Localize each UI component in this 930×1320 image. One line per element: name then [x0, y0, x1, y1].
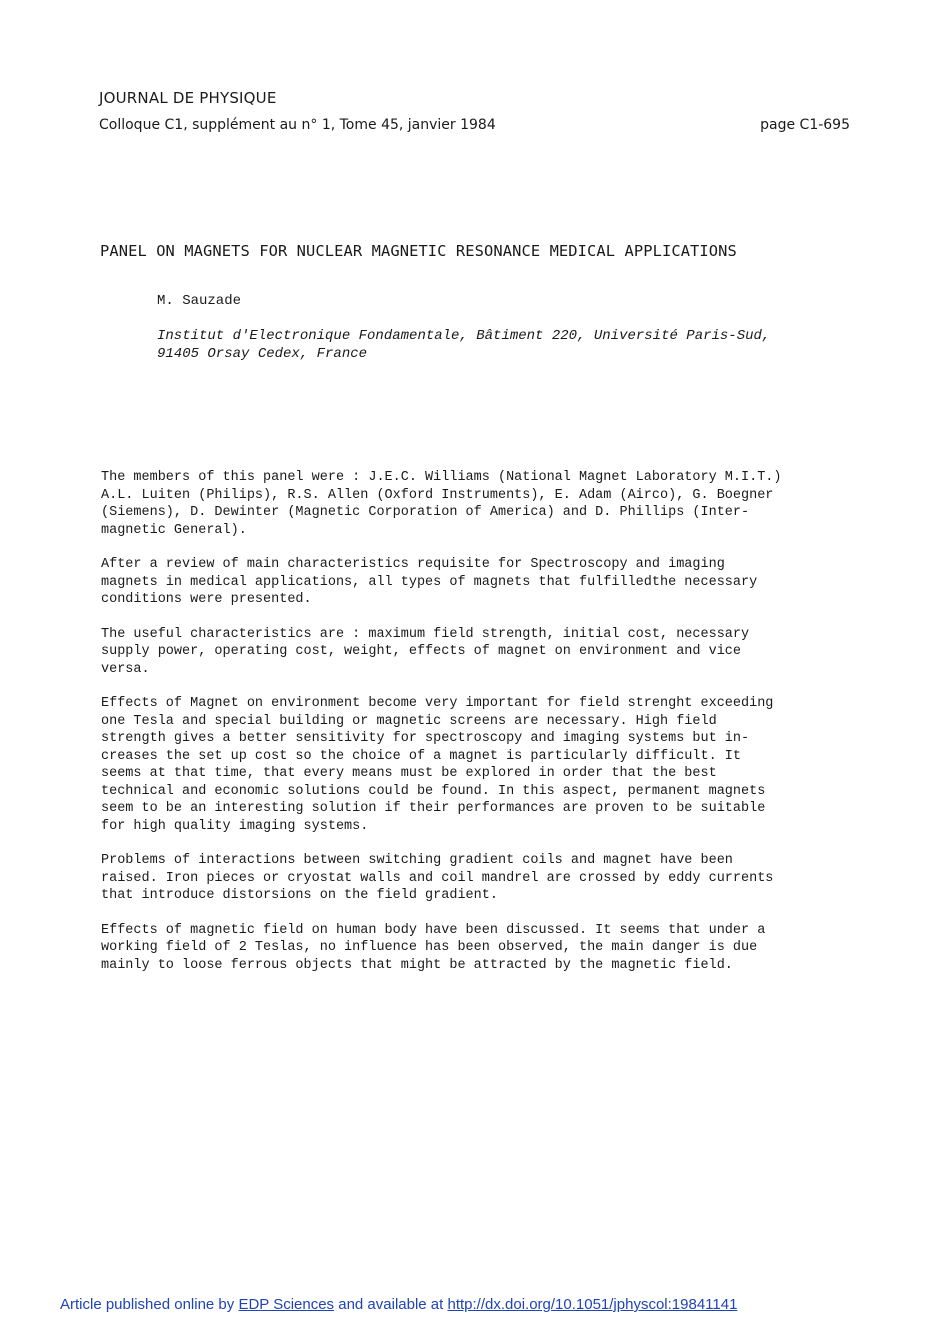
paragraph-human-body: Effects of magnetic field on human body have been discussed. It seems that under a working field of 2 Teslas, no influence has been observed, the main danger is due mainly to loose ferrous objects that might be attracted by the magnetic field.: [101, 922, 766, 973]
paragraph-review: After a review of main characteristics requisite for Spectroscopy and imaging magnets in medical applications, all types of magnets that fulfilledthe necessary conditions were presented.: [101, 557, 758, 607]
publication-footer: [60, 1296, 737, 1313]
doi-link[interactable]: http://dx.doi.org/10.1051/jphyscol:19841141: [447, 1296, 738, 1313]
article-title: PANEL ON MAGNETS FOR NUCLEAR MAGNETIC RESONANCE MEDICAL APPLICATIONS: [100, 242, 737, 260]
footer-middle: and available at: [334, 1296, 448, 1313]
author-name: M. Sauzade: [157, 293, 242, 309]
page-number: page C1-695: [760, 117, 850, 133]
paragraph-characteristics: The useful characteristics are : maximum field strength, initial cost, necessary supply power, operating cost, weight, effects of magnet on environment and vice versa.: [101, 626, 750, 677]
journal-name: JOURNAL DE PHYSIQUE: [99, 89, 277, 107]
paragraph-gradient-coils: Problems of interactions between switching gradient coils and magnet have been raised. Iron pieces or cryostat walls and coil mandrel are crossed by eddy currents that introduce distorsions on the field gradient.: [101, 853, 774, 903]
colloque-info: Colloque C1, supplément au n° 1, Tome 45, janvier 1984: [99, 117, 496, 133]
paragraph-environment-effects: Effects of Magnet on environment become very important for field strenght exceeding one Tesla and special building or magnetic screens are necessary. High field strength gives a better sensitivity for spectroscopy and imaging systems but in- creases the set up cost so the choice of a magnet is particularly difficult. It seems at that time, that every means must be explored in order that the best technical and economic solutions could be found. In this aspect, permanent magnets seem to be an interesting solution if their performances are proven to be suitable for high quality imaging systems.: [101, 696, 774, 834]
paragraph-panel-members: The members of this panel were : J.E.C. Williams (National Magnet Laboratory M.I.T.) A.L. Luiten (Philips), R.S. Allen (Oxford Instruments), E. Adam (Airco), G. Boegner (Siemens), D. Dewinter (Magnetic Corporation of America) and D. Phillips (Inter- magnetic General).: [101, 470, 782, 538]
author-affiliation: Institut d'Electronique Fondamentale, Bâtiment 220, Université Paris-Sud, 91405 Orsay Cedex, France: [157, 328, 771, 362]
publisher-link[interactable]: EDP Sciences: [238, 1296, 335, 1313]
article-body: [101, 469, 843, 991]
footer-prefix: Article published online by: [60, 1296, 239, 1313]
